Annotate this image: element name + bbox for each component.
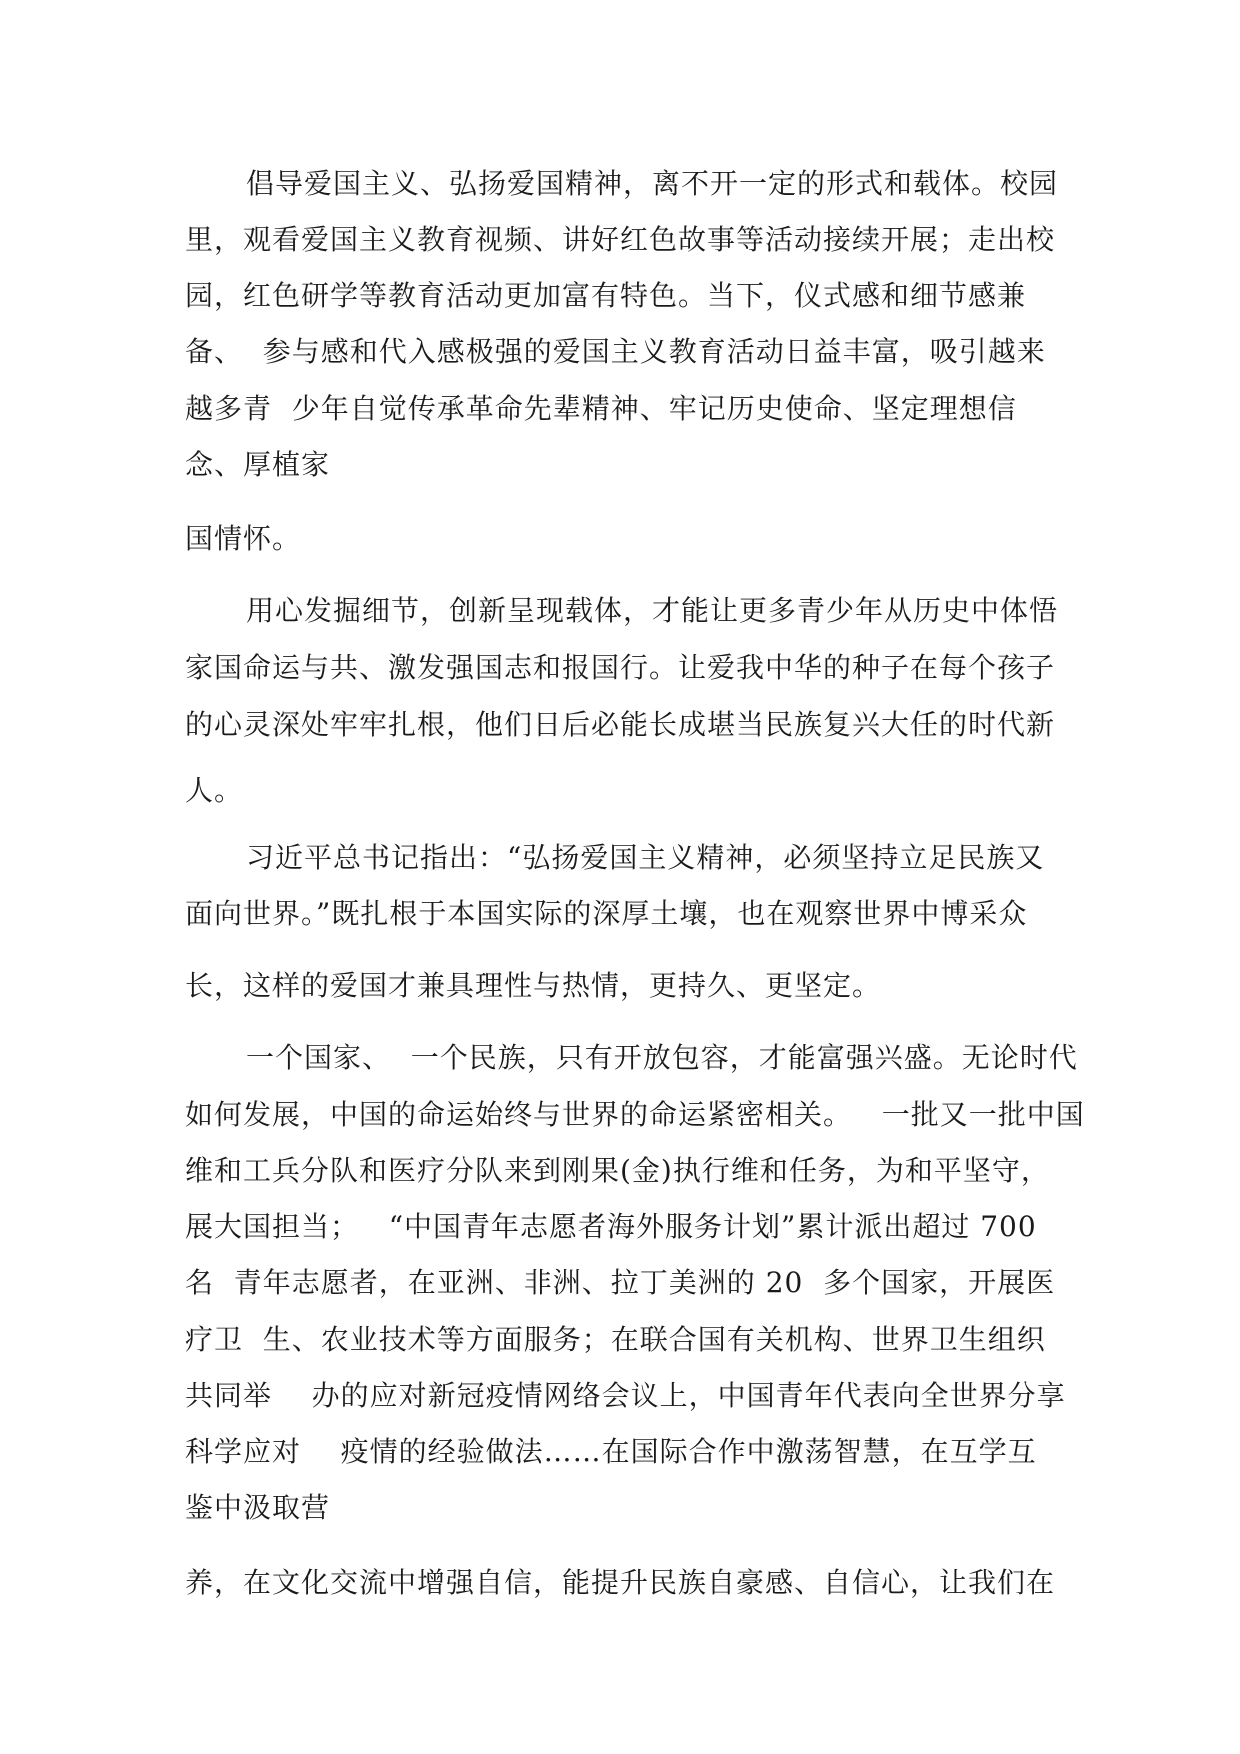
- text-line: 习近平总书记指出：“弘扬爱国主义精神，必须坚持立足民族又: [246, 841, 1045, 874]
- text-line: 越多青 少年自觉传承革命先辈精神、牢记历史使命、坚定理想信: [185, 392, 1017, 425]
- text-line: 园，红色研学等教育活动更加富有特色。当下，仪式感和细节感兼: [185, 279, 1027, 312]
- text-line: 人。: [185, 774, 244, 807]
- text-line: 家国命运与共、激发强国志和报国行。让爱我中华的种子在每个孩子: [185, 651, 1056, 684]
- text-line: 名 青年志愿者，在亚洲、非洲、拉丁美洲的 20 多个国家，开展医: [185, 1266, 1056, 1299]
- text-line: 国情怀。: [185, 522, 302, 555]
- text-line: 念、厚植家: [185, 448, 331, 481]
- text-line: 疗卫 生、农业技术等方面服务；在联合国有关机构、世界卫生组织: [185, 1323, 1046, 1356]
- text-line: 科学应对 疫情的经验做法……在国际合作中激荡智慧，在互学互: [185, 1435, 1037, 1468]
- text-line: 一个国家、 一个民族，只有开放包容，才能富强兴盛。无论时代: [246, 1041, 1078, 1074]
- text-line: 用心发掘细节，创新呈现载体，才能让更多青少年从历史中体悟: [246, 594, 1059, 627]
- text-line: 里，观看爱国主义教育视频、讲好红色故事等活动接续开展；走出校: [185, 223, 1056, 256]
- text-line: 展大国担当； “中国青年志愿者海外服务计划”累计派出超过 700: [185, 1210, 1037, 1243]
- text-line: 共同举 办的应对新冠疫情网络会议上，中国青年代表向全世界分享: [185, 1379, 1066, 1412]
- text-line: 倡导爱国主义、弘扬爱国精神，离不开一定的形式和载体。校园: [246, 167, 1059, 200]
- text-line: 长，这样的爱国才兼具理性与热情，更持久、更坚定。: [185, 969, 882, 1002]
- text-line: 面向世界。”既扎根于本国实际的深厚土壤，也在观察世界中博采众: [185, 897, 1028, 930]
- text-line: 鉴中汲取营: [185, 1491, 331, 1524]
- text-line: 维和工兵分队和医疗分队来到刚果(金)执行维和任务，为和平坚守，: [185, 1154, 1050, 1187]
- text-line: 的心灵深处牢牢扎根，他们日后必能长成堪当民族复兴大任的时代新: [185, 708, 1056, 741]
- text-line: 养，在文化交流中增强自信，能提升民族自豪感、自信心，让我们在: [185, 1566, 1056, 1599]
- text-line: 如何发展，中国的命运始终与世界的命运紧密相关。 一批又一批中国: [185, 1098, 1085, 1131]
- text-line: 备、 参与感和代入感极强的爱国主义教育活动日益丰富，吸引越来: [185, 335, 1046, 368]
